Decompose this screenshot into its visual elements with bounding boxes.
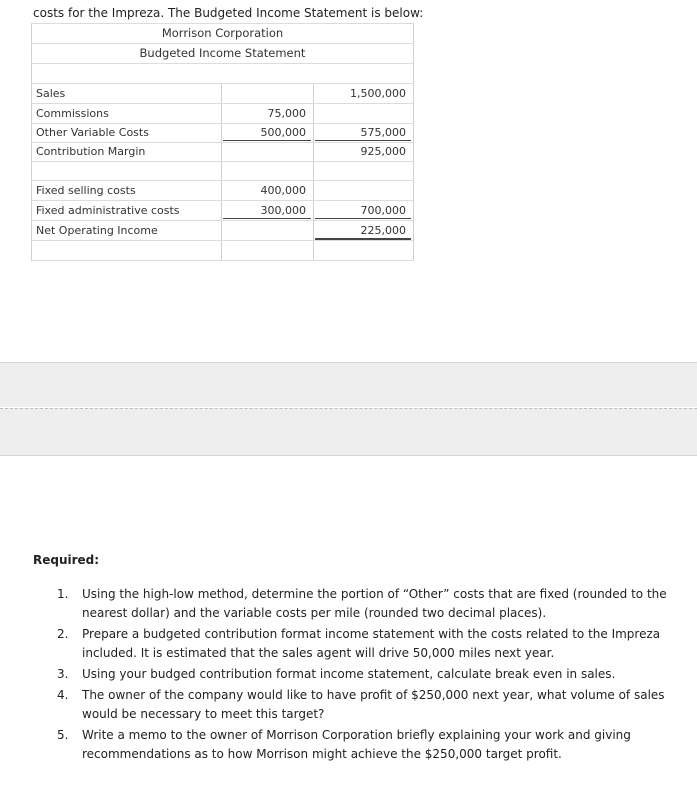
grid-line bbox=[31, 142, 414, 143]
row-label-fixed-selling: Fixed selling costs bbox=[36, 184, 136, 197]
list-number: 5. bbox=[57, 728, 69, 742]
fixed-admin-amount: 300,000 bbox=[260, 204, 306, 217]
company-name: Morrison Corporation bbox=[161, 26, 284, 40]
statement-title: Budgeted Income Statement bbox=[139, 46, 306, 60]
list-item bbox=[57, 726, 677, 764]
underline bbox=[315, 140, 411, 141]
grid-line bbox=[31, 180, 414, 181]
contribution-margin-total: 925,000 bbox=[360, 145, 406, 158]
list-item-text: Write a memo to the owner of Morrison Corporation briefly explaining your work and giving recommendations as to how Morrison might achieve the $250,000 target profit. bbox=[82, 728, 631, 761]
list-number: 1. bbox=[57, 587, 69, 601]
grid-line bbox=[31, 161, 414, 162]
requirements-list bbox=[57, 585, 677, 766]
underline bbox=[223, 140, 311, 141]
row-label-sales: Sales bbox=[36, 87, 66, 100]
net-operating-income-total: 225,000 bbox=[360, 224, 406, 237]
underline bbox=[315, 218, 411, 219]
list-item-text: Prepare a budgeted contribution format income statement with the costs related to the Impreza included. It is estimated that the sales agent will drive 50,000 miles next year. bbox=[82, 627, 661, 660]
row-label-contribution-margin: Contribution Margin bbox=[36, 145, 146, 158]
list-number: 4. bbox=[57, 688, 69, 702]
list-item bbox=[57, 665, 677, 684]
row-label-commissions: Commissions bbox=[36, 107, 109, 120]
list-item bbox=[57, 625, 677, 663]
list-item-text: Using your budged contribution format income statement, calculate break even in sales. bbox=[82, 667, 616, 681]
list-item-text: Using the high-low method, determine the portion of “Other” costs that are fixed (rounded to the nearest dollar) and the variable costs per mile (rounded two decimal places). bbox=[82, 587, 667, 620]
row-label-other-variable: Other Variable Costs bbox=[36, 126, 149, 139]
list-number: 3. bbox=[57, 667, 69, 681]
grid-line bbox=[31, 63, 414, 64]
grid-line bbox=[31, 260, 414, 261]
income-statement-table bbox=[31, 23, 414, 261]
list-item-text: The owner of the company would like to have profit of $250,000 next year, what volume of sales would be necessary to meet this target? bbox=[82, 688, 665, 721]
grid-line bbox=[31, 240, 414, 241]
list-number: 2. bbox=[57, 627, 69, 641]
grid-line bbox=[31, 103, 414, 104]
row-label-fixed-admin: Fixed administrative costs bbox=[36, 204, 180, 217]
underline bbox=[223, 218, 311, 219]
grid-line bbox=[31, 123, 414, 124]
separator-band bbox=[0, 408, 697, 456]
grid-line bbox=[31, 200, 414, 201]
separator-band bbox=[0, 362, 697, 407]
double-underline bbox=[315, 238, 411, 240]
grid-line bbox=[221, 83, 222, 261]
required-heading: Required: bbox=[33, 553, 100, 567]
intro-text: costs for the Impreza. The Budgeted Income Statement is below: bbox=[33, 6, 424, 20]
commissions-amount: 75,000 bbox=[267, 107, 306, 120]
fixed-costs-total: 700,000 bbox=[360, 204, 406, 217]
list-item bbox=[57, 686, 677, 724]
row-label-net-operating-income: Net Operating Income bbox=[36, 224, 158, 237]
sales-total: 1,500,000 bbox=[350, 87, 406, 100]
grid-line bbox=[313, 83, 314, 261]
grid-line bbox=[31, 43, 414, 44]
grid-line bbox=[31, 83, 414, 84]
variable-costs-total: 575,000 bbox=[360, 126, 406, 139]
list-item bbox=[57, 585, 677, 623]
fixed-selling-amount: 400,000 bbox=[260, 184, 306, 197]
other-variable-amount: 500,000 bbox=[260, 126, 306, 139]
grid-line bbox=[31, 23, 414, 24]
grid-line bbox=[31, 220, 414, 221]
